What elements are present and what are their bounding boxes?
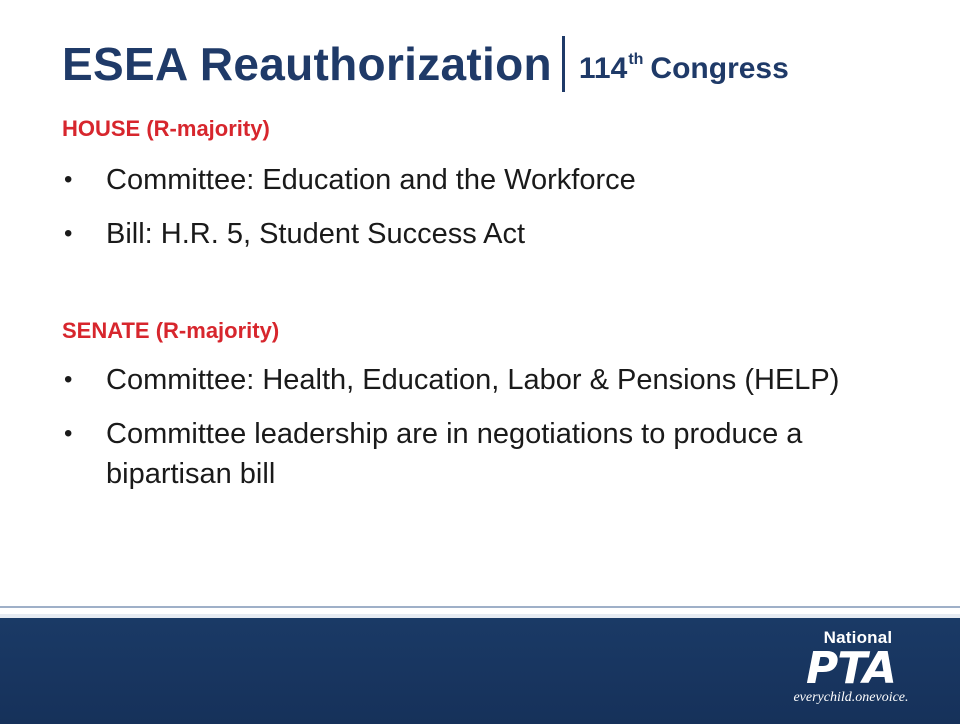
title-sub-number: 114	[578, 51, 628, 85]
logo-national-text: National	[823, 628, 893, 647]
logo-pta-text: PTA	[806, 643, 896, 694]
bullet-icon: •	[64, 366, 73, 393]
senate-bullet-list	[62, 360, 902, 508]
house-bullet-list	[62, 160, 902, 268]
house-heading: HOUSE (R-majority)	[62, 116, 270, 141]
house-bullet-text: Committee: Education and the Workforce	[106, 164, 636, 196]
title-subtitle	[579, 51, 789, 86]
bullet-icon: •	[64, 420, 73, 447]
title-sub-superscript: th	[628, 50, 644, 68]
bullet-icon: •	[64, 166, 73, 193]
title-divider	[562, 36, 565, 92]
title-main: ESEA Reauthorization	[62, 38, 552, 90]
senate-bullet	[62, 414, 902, 494]
senate-heading: SENATE (R-majority)	[62, 318, 280, 343]
national-pta-logo	[776, 628, 926, 716]
senate-bullet-text: Committee leadership are in negotiations to produce a bipartisan bill	[106, 418, 803, 490]
title-sub-text: Congress	[650, 51, 789, 85]
house-bullet-text: Bill: H.R. 5, Student Success Act	[106, 218, 526, 250]
house-bullet	[62, 214, 902, 254]
slide-title	[62, 32, 789, 96]
footer-band	[0, 614, 960, 724]
senate-bullet	[62, 360, 902, 400]
senate-bullet-text: Committee: Health, Education, Labor & Pensions (HELP)	[106, 364, 840, 396]
logo-tagline: everychild.onevoice.	[793, 690, 909, 705]
footer-divider	[0, 606, 960, 608]
bullet-icon: •	[64, 220, 73, 247]
house-bullet	[62, 160, 902, 200]
